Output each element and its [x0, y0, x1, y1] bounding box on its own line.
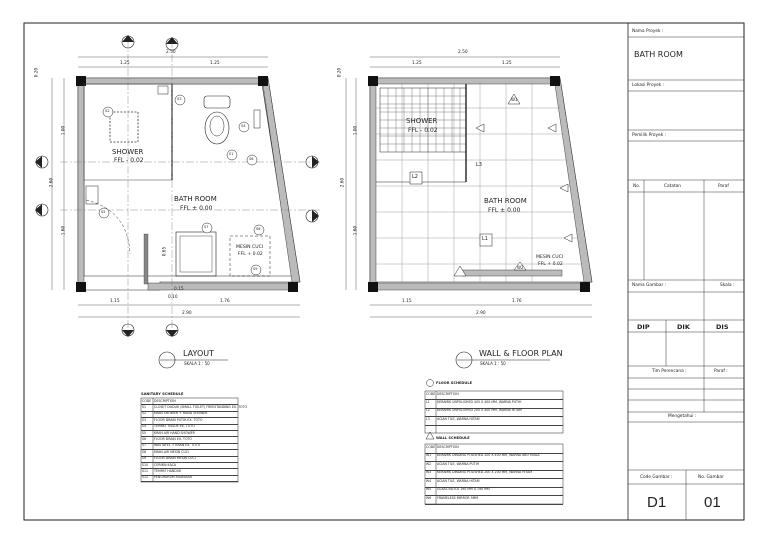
floor-shower-level: FFL - 0.02: [408, 127, 438, 134]
dim-label: 1.15: [110, 299, 120, 304]
schedule-description: PENGHARUM RUANGAN: [154, 475, 192, 480]
owner-label: Pemilik Proyek :: [632, 133, 667, 138]
bottom-wall-hatch: [148, 283, 292, 290]
dim-label: 2.60: [49, 177, 55, 188]
schedule-description: CERMIN KACA: [154, 462, 177, 467]
floor-schedule-title: FLOOR SCHEDULE: [436, 381, 473, 385]
schedule-code: S11: [142, 468, 149, 473]
planner-label: Tim Perencana :: [652, 369, 687, 374]
floor-room-name: BATH ROOM: [484, 197, 527, 205]
floor-shower-name: SHOWER: [406, 117, 438, 125]
left-wall-hatch: [78, 78, 84, 283]
schedule-description: CLOSET DUDUK (SMALL TOILET) FREESTANDING EX. TOTO: [154, 404, 247, 409]
approved-label: Mengetahui :: [668, 414, 697, 419]
schedule-code: W4: [426, 478, 432, 483]
schedule-code: S8: [142, 449, 147, 454]
tag-label: S8: [256, 227, 261, 231]
dim-label: 1.25: [210, 61, 220, 66]
layout-washer-level: FFL + 0.02: [238, 252, 263, 257]
dim-label: 2.90: [182, 311, 192, 316]
dim-label: 2.50: [166, 50, 176, 55]
drawing-code: D1: [647, 494, 667, 511]
schedule-code: W6: [426, 495, 432, 500]
layout-caption-scale: SKALA 1 : 50: [184, 361, 210, 366]
schedule-description: FLOOR DRAIN MESIN CUCI: [154, 456, 196, 461]
dim-label: 1.76: [512, 299, 522, 304]
schedule-description: FLOOR DRAIN PUTIH EX. TOTO: [154, 417, 203, 422]
layout-shower-level: FFL - 0.02: [114, 157, 144, 164]
schedule-code: W2: [426, 461, 432, 466]
schedule-code: S5: [142, 430, 147, 435]
floor-washer-level: FFL + 0.02: [538, 262, 563, 267]
layout-room-name: BATH ROOM: [174, 195, 217, 203]
schedule-row-divider: [425, 425, 563, 426]
schedule-code: S3: [142, 417, 147, 422]
schedule-description: ACIAN TILE, WARNA HITAM: [437, 478, 480, 483]
no-label: No.: [633, 184, 641, 189]
schedule-code: W3: [426, 470, 432, 474]
layout-room-level: FFL ± 0.00: [180, 205, 213, 212]
schedule-description: KERAMIK UNPOLISHED 200 X 400 MM, WARNA HITAM: [437, 408, 522, 413]
layout-shower-name: SHOWER: [112, 148, 144, 156]
drawing-number: 01: [704, 494, 721, 511]
schedule-description: KRAN AIR HAND SHOWER: [154, 430, 195, 435]
schedule-code: S9: [142, 456, 147, 461]
dim-label: 1.15: [402, 299, 412, 304]
schedule-description: KERAMIK DINDING POLISHED 200 X 200 MM, WARNA HITAM: [437, 470, 533, 474]
dim-label: 2.50: [458, 50, 468, 55]
schedule-code: S10: [142, 462, 149, 467]
schedule-row-divider: [425, 504, 563, 505]
column: [76, 282, 86, 292]
layout-washer-name: MESIN CUCI: [236, 245, 264, 250]
floor-caption: WALL & FLOOR PLAN: [479, 349, 563, 358]
schedule-row-divider: [141, 481, 238, 482]
dim-label: 0.20: [34, 67, 40, 78]
schedule-description: WASTAFEL + KRAN EX. TOTO: [154, 443, 201, 448]
dim-label: 0.65: [162, 246, 168, 257]
schedule-code: S2: [142, 411, 147, 416]
wall-schedule-title: WALL SCHEDULE: [436, 436, 470, 440]
dis-label: DIS: [716, 323, 729, 331]
schedule-code: L3: [426, 416, 430, 421]
tag-label: S3: [177, 97, 182, 101]
tag-label: S6: [249, 157, 254, 161]
schedule-code: W5: [426, 487, 432, 491]
top-wall-hatch: [84, 78, 262, 84]
schedule-description: ACIAN TILE, WARNA HITAM: [437, 416, 480, 421]
layout-caption: LAYOUT: [183, 349, 214, 358]
schedule-description: TEMPAT TISSUE EX. TOTO: [154, 424, 195, 429]
scale-label: Skala :: [720, 283, 735, 288]
dim-label: 1.60: [353, 225, 359, 236]
schedule-description: KRAN SHOWER + HAND SHOWER: [154, 411, 208, 416]
drawing-name-label: Nama Gambar :: [632, 283, 667, 288]
schedule-code: L1: [426, 399, 430, 404]
tag-label: S1: [229, 152, 234, 156]
dim-label: 2.60: [340, 177, 346, 188]
dim-label: 0.20: [337, 67, 343, 78]
column: [76, 76, 86, 86]
tag-label: S2: [105, 109, 110, 113]
schedule-description: TEMPAT HANDUK: [154, 468, 182, 473]
schedule-code: S1: [142, 404, 147, 409]
tag-label: S5: [101, 210, 106, 214]
column: [288, 282, 298, 292]
dim-label: 1.25: [502, 61, 512, 66]
schedule-description: DESCRIPTION: [437, 444, 459, 449]
tag-label: S9: [253, 267, 258, 271]
project-name-label: Nama Proyek :: [632, 29, 664, 34]
column: [258, 76, 268, 86]
schedule-description: DESCRIPTION: [154, 398, 176, 403]
schedule-code: CODE: [142, 398, 152, 403]
schedule-code: L2: [426, 408, 430, 413]
dip-label: DIP: [637, 323, 650, 331]
tag-label: W1: [511, 97, 518, 102]
tag-label: S7: [204, 225, 209, 229]
schedule-code: CODE: [426, 391, 436, 396]
dik-label: DIK: [677, 323, 690, 331]
floor-room-level: FFL ± 0.00: [488, 207, 521, 214]
floor-washer-name: MESIN CUCI: [536, 255, 564, 260]
schedule-description: DESCRIPTION: [437, 391, 459, 396]
schedule-code: CODE: [426, 444, 436, 449]
initial-label: Paraf: [718, 184, 729, 189]
location-label: Lokasi Proyek :: [632, 83, 665, 88]
dim-label: 1.60: [61, 225, 67, 236]
tag-label: L1: [482, 236, 488, 242]
schedule-code: S4: [142, 424, 147, 429]
schedule-description: ACIAN TILE, WARNA PUTIH: [437, 461, 480, 466]
schedule-code: S12: [142, 475, 149, 480]
tag-label: S4: [241, 124, 246, 128]
dim-label: 1.00: [61, 125, 67, 136]
dim-label: 1.00: [353, 125, 359, 136]
drawing-code-label: Code Gambar :: [640, 475, 673, 480]
sanitary-schedule-title: SANITARY SCHEDULE: [141, 392, 184, 396]
drawing-no-label: No. Gambar: [698, 475, 724, 480]
dim-label: 1.25: [412, 61, 422, 66]
tag-label: L3: [476, 162, 482, 168]
project-name: BATH ROOM: [634, 50, 683, 59]
dim-label: 2.90: [476, 311, 486, 316]
tag-label: L2: [412, 174, 418, 180]
schedule-description: KERAMIK DINDING POLISHED 200 X 400 MM, WARNA ABU MUDA: [437, 453, 540, 457]
tag-label: W2: [517, 265, 524, 270]
schedule-description: GLASS BLOCK 190 MM X 190 MM: [437, 487, 490, 491]
dim-label: 1.25: [120, 61, 130, 66]
dim-label: 0.10: [168, 295, 178, 300]
schedule-code: S6: [142, 436, 147, 441]
schedule-description: KERAMIK UNPOLISHED 400 X 400 MM, WARNA PUTIH: [437, 399, 522, 404]
floor-caption-scale: SKALA 1 : 50: [480, 361, 506, 366]
schedule-code: W1: [426, 453, 432, 457]
schedule-description: FRAMELESS MIRROR 5MM: [437, 495, 479, 500]
planner-initial-label: Paraf :: [714, 369, 728, 374]
dim-label: 0.15: [174, 287, 184, 292]
dim-label: 1.76: [220, 299, 230, 304]
schedule-description: KRAN AIR MESIN CUCI: [154, 449, 189, 454]
schedule-description: FLOOR DRAIN EX. TOTO: [154, 436, 192, 441]
notes-label: Catatan: [664, 184, 681, 189]
schedule-code: S7: [142, 443, 147, 448]
